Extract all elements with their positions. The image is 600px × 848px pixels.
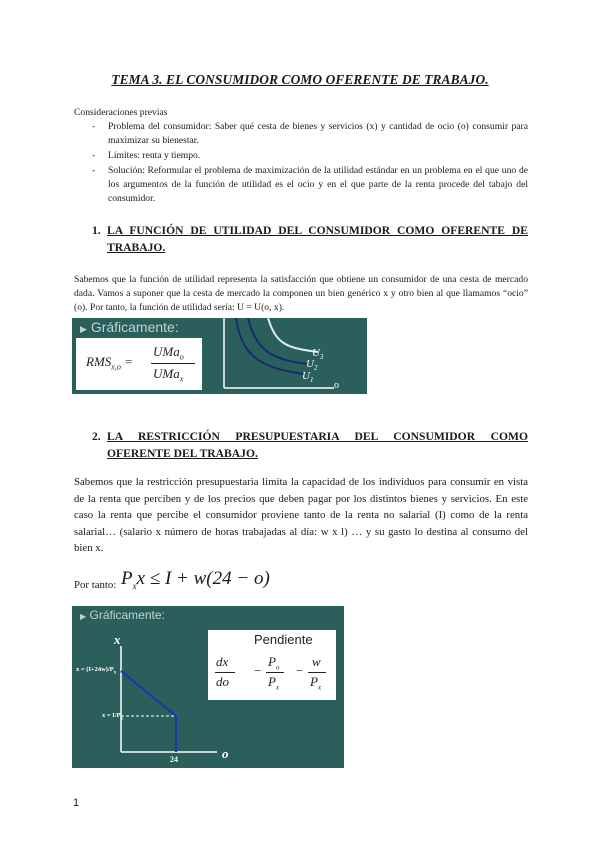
section-title: LA RESTRICCIÓN PRESUPUESTARIA DEL CONSUMIDOR COMO OFERENTE DEL TRABAJO. [107,430,528,460]
slope-dx: dx [216,654,229,669]
curve-label-u2: $U_2$ [306,358,318,373]
bullet-text: Problema del consumidor: Saber qué cesta de bienes y servicios (x) y cantidad de ocio (o) consumir para maximizar su bienestar. [108,121,528,147]
budget-line [121,671,176,716]
x-axis-label: o [222,746,229,761]
slide-title-text: Gráficamente: [90,319,179,335]
slope-box [208,630,336,700]
rms-denominator: UMa$_x$ [153,366,184,384]
indifference-curve-3 [268,318,318,352]
slope-px: $P_x$ [268,674,280,692]
section-1-heading [92,223,528,256]
slope-w: w [312,654,321,669]
intercept-label: $x = (I+24w)/P_x$ [76,666,117,676]
bullet-dash: - [92,121,96,132]
bullet-item [92,164,528,207]
page-number: 1 [73,797,80,809]
y-axis-label: x [114,632,121,647]
section-number: 2. [92,430,101,443]
budget-slide [72,606,344,768]
section-2-paragraph: Sabemos que la restricción presupuestaria limita la capacidad de los individuos para consumir en vista de la renta que perciben y de los precios que deben pagar por los distintos bienes y servicios. En este caso la renta que percibe el consumidor proviene tanto de la renta no salarial (I) como de la renta salarial… (salario x número de horas trabajadas al día: w x l) … y su gasto lo destina al consumo del bien x. [74,476,528,555]
budget-formula: $P_xx \le I + w(24 - o)$ [121,568,270,591]
document-title: TEMA 3. EL CONSUMIDOR COMO OFERENTE DE TRABAJO. [111,72,489,87]
intro-heading: Consideraciones previas [74,107,168,118]
play-icon: ▶ [80,612,87,621]
section-2-heading [92,429,528,462]
slope-do: do [216,674,229,689]
slope-po: $P_o$ [268,654,280,672]
slope-minus-2: − [296,663,304,678]
por-tanto-line [74,568,528,594]
section-number: 1. [92,224,101,237]
slope-frac-line-2 [266,672,284,673]
slope-px2: $P_x$ [310,674,322,692]
bullet-dash: - [92,150,96,161]
utility-slide [72,318,367,394]
curve-label-u1: $U_1$ [302,370,314,385]
kink-label: $x = I/P_x$ [102,712,124,722]
bullet-item [92,120,528,148]
slope-frac-line-3 [308,672,326,673]
curve-label-u3: $U_3$ [312,347,324,362]
axis-label-o: o [334,380,339,391]
section-1-paragraph: Sabemos que la función de utilidad representa la satisfacción que obtiene un consumidor de una cesta de mercado dada. Vamos a suponer que la cesta de mercado la componen un bien genérico x y otro bien al que llamamos “ocio” (o). Por tanto, la función de utilidad sería: U = U(o, x). [74,274,528,314]
slope-frac-line-1 [215,672,235,673]
hours-label: 24 [170,755,178,764]
bullet-dash: - [92,165,96,176]
por-tanto-label: Por tanto: [74,579,117,591]
slide-title-text: Gráficamente: [89,608,165,622]
bullet-text: Solución: Reformular el problema de maximización de la utilidad estándar en un problema en el que uno de los argumentos de la función de utilidad es el ocio y en el que parte de la renta procede del tabajo del consumidor. [108,165,528,205]
play-icon: ▶ [80,324,87,334]
indifference-curve-2 [248,318,308,364]
rms-label: $RMS_{x,o}$ = [86,354,133,372]
bullet-text: Límites: renta y tiempo. [108,150,201,161]
rms-numerator: UMa$_o$ [153,344,184,362]
slope-title: Pendiente [254,632,313,647]
section-title: LA FUNCIÓN DE UTILIDAD DEL CONSUMIDOR COMO OFERENTE DE TRABAJO. [107,224,528,254]
bullet-item [92,149,528,163]
slope-minus-1: − [254,663,262,678]
